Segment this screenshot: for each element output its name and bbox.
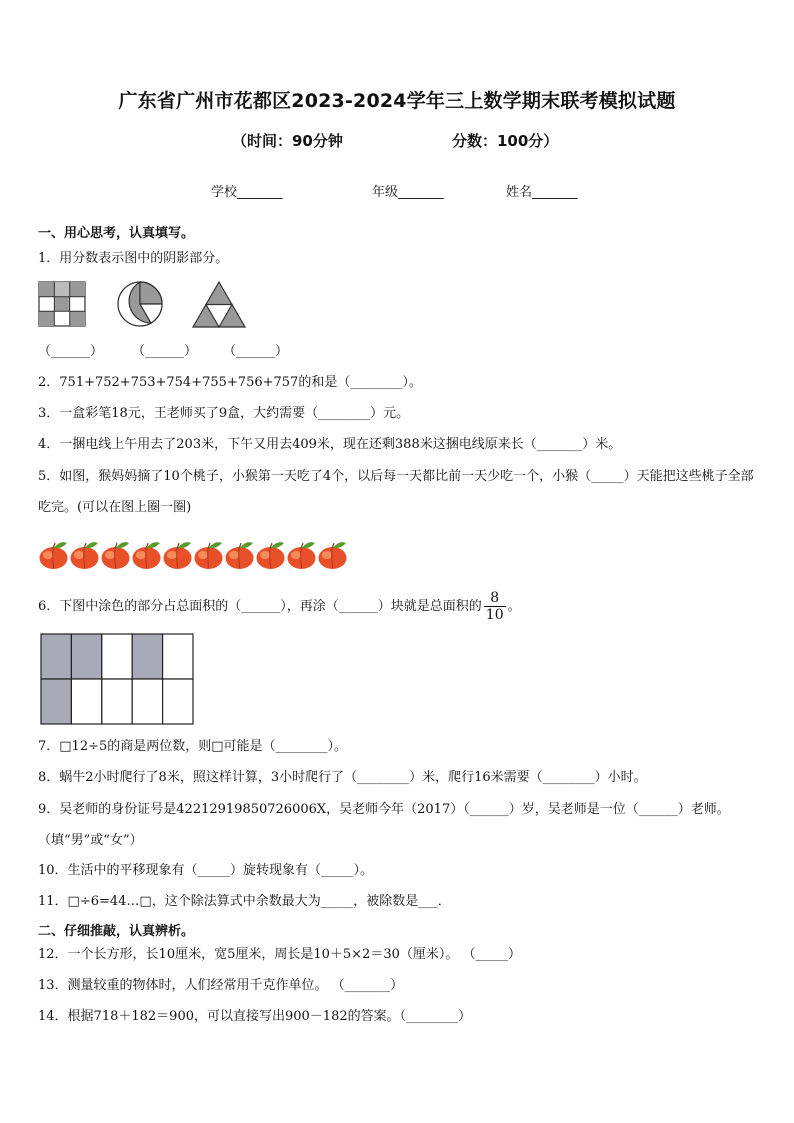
grid-cell-shaded	[71, 634, 101, 679]
q1-blank-2[interactable]: （______）	[132, 344, 198, 359]
question-6-text: 6．下图中涂色的部分占总面积的（______），再涂（______）块就是总面积的	[38, 599, 482, 614]
question-12: 12．一个长方形，长10厘米，宽5厘米，周长是10＋5×2＝30（厘米）。 （_____）	[38, 947, 522, 962]
question-4: 4．一捆电线上午用去了203米，下午又用去409米，现在还剩388米这捆电线原来长（_______）米。	[38, 437, 622, 452]
question-7: 7．□12÷5的商是两位数，则□可能是（________）。	[38, 739, 348, 754]
grid-cell	[163, 634, 193, 679]
circle-figure-icon	[115, 280, 165, 328]
question-13: 13．测量较重的物体时，人们经常用千克作单位。 （_______）	[38, 978, 404, 993]
grid-cell	[132, 679, 162, 724]
fraction-denominator: 10	[485, 607, 504, 623]
grid-cell	[163, 679, 193, 724]
question-2: 2．751+752+753+754+755+756+757的和是（________）。	[38, 375, 422, 390]
question-14: 14．根据718＋182＝900，可以直接写出900－182的答案。（________）	[38, 1009, 472, 1024]
peach-icon	[131, 539, 162, 570]
grid-cell	[71, 679, 101, 724]
grid-cell	[102, 634, 132, 679]
peach-row	[38, 539, 358, 571]
peach-icon	[286, 539, 317, 570]
question-6	[38, 590, 521, 623]
peach-icon	[224, 539, 255, 570]
grid-figure-icon	[38, 281, 86, 327]
grade-field: 年级_______	[372, 185, 444, 200]
exam-score: 分数：100分）	[452, 132, 559, 150]
peach-icon	[69, 539, 100, 570]
q1-blank-1[interactable]: （______）	[38, 344, 104, 359]
peach-icon	[162, 539, 193, 570]
school-field: 学校_______	[211, 185, 283, 200]
question-6-end: 。	[507, 599, 521, 614]
page-title: 广东省广州市花都区2023-2024学年三上数学期末联考模拟试题	[118, 90, 676, 112]
exam-time: （时间：90分钟	[232, 132, 343, 150]
section-2-heading: 二、仔细推敲，认真辨析。	[38, 924, 195, 939]
fraction-8-10	[484, 590, 506, 623]
grid-cell-shaded	[41, 679, 71, 724]
name-field: 姓名_______	[506, 185, 578, 200]
grid-cell-shaded	[132, 634, 162, 679]
question-10: 10．生活中的平移现象有（_____）旋转现象有（_____）。	[38, 863, 374, 878]
question-1: 1．用分数表示图中的阴影部分。	[38, 251, 229, 266]
peach-icon	[317, 539, 348, 570]
question-3: 3．一盒彩笔18元，王老师买了9盒，大约需要（________）元。	[38, 406, 410, 421]
peach-icon	[38, 539, 69, 570]
fraction-numerator: 8	[490, 590, 500, 606]
question-8: 8．蜗牛2小时爬行了8米，照这样计算，3小时爬行了（________）米，爬行16米需要（________）小时。	[38, 770, 647, 785]
question-9: 9．吴老师的身份证号是42212919850726006X，吴老师今年（2017）（______）岁，吴老师是一位（______）老师。（填“男”或“女”）	[38, 802, 730, 848]
grid-cell	[102, 679, 132, 724]
grid-cell-shaded	[41, 634, 71, 679]
peach-icon	[193, 539, 224, 570]
question-5: 5．如图，猴妈妈摘了10个桃子，小猴第一天吃了4个，以后每一天都比前一天少吃一个，小猴（_____）天能把这些桃子全部吃完。(可以在图上圈一圈)	[38, 469, 754, 515]
shaded-grid-figure	[40, 633, 194, 725]
peach-icon	[255, 539, 286, 570]
peach-icon	[100, 539, 131, 570]
question-11: 11．□÷6=44…□，这个除法算式中余数最大为_____，被除数是___．	[38, 894, 451, 909]
section-1-heading: 一、用心思考，认真填写。	[38, 226, 195, 241]
q1-blank-3[interactable]: （______）	[223, 344, 289, 359]
triangle-figure-icon	[192, 281, 246, 328]
